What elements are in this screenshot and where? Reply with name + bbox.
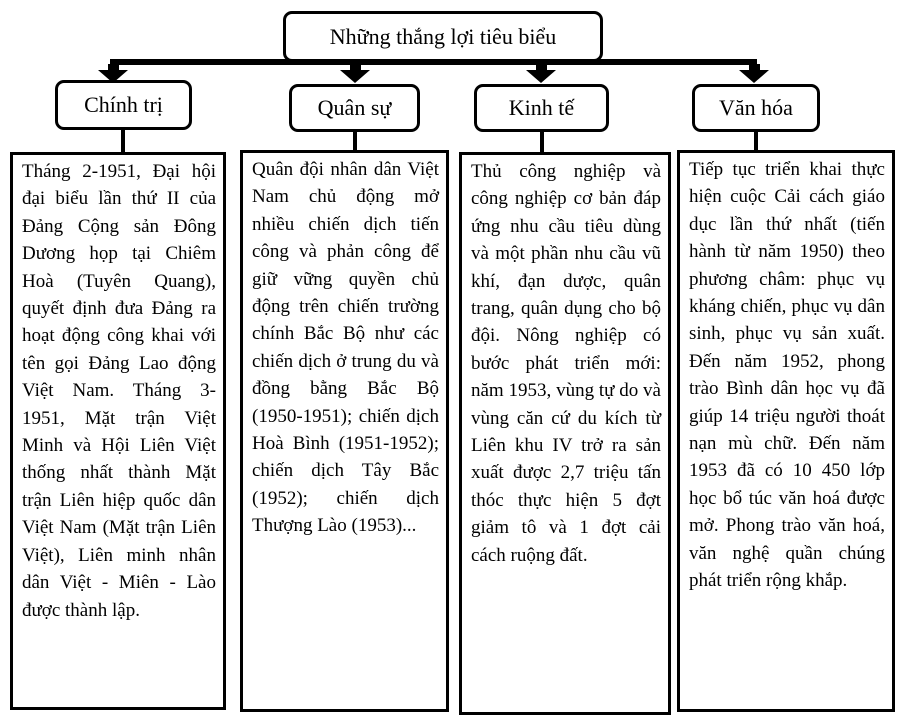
content-box-chinh-tri: Tháng 2-1951, Đại hội đại biểu lần thứ II của Đảng Cộng sản Đông Dương họp tại Chiêm Hoà (Tuyên Quang), quyết định đưa Đảng ra hoạt động công khai với tên gọi Đảng Lao động Việt Nam. Tháng 3-1951, Mặt trận Việt Minh và Hội Liên Việt thống nhất thành Mặt trận Liên hiệp quốc dân Việt Nam (Mặt trận Liên Việt), Liên minh nhân dân Việt - Miên - Lào được thành lập. [10, 152, 226, 710]
branch-label: Chính trị [84, 92, 163, 117]
branch-label: Văn hóa [719, 95, 793, 120]
title-box [283, 11, 603, 62]
branch-box-kinh-te [474, 84, 609, 132]
branch-label: Quân sự [317, 95, 392, 120]
down-arrow-icon [739, 70, 769, 83]
branch-label: Kinh tế [508, 95, 575, 120]
branch-box-van-hoa [692, 84, 820, 132]
content-box-van-hoa: Tiếp tục triển khai thực hiện cuộc Cải cách giáo dục lần thứ nhất (tiến hành từ năm 1950) theo phương châm: phục vụ kháng chiến, phục vụ dân sinh, phục vụ sản xuất. Đến năm 1952, phong trào Bình dân học vụ đã giúp 14 triệu người thoát nạn mù chữ. Đến năm 1953 đã có 10 450 lớp học bổ túc văn hoá được mở. Phong trào văn hoá, văn nghệ quần chúng phát triển rộng khắp. [677, 150, 895, 712]
branch-box-chinh-tri [55, 80, 192, 130]
content-box-quan-su: Quân đội nhân dân Việt Nam chủ động mở nhiều chiến dịch tiến công và phản công để giữ vững quyền chủ động trên chiến trường chính Bắc Bộ như các chiến dịch ở trung du và đồng bằng Bắc Bộ (1950-1951); chiến dịch Hoà Bình (1951-1952); chiến dịch Tây Bắc (1952); chiến dịch Thượng Lào (1953)... [240, 150, 449, 712]
connector-vertical-line [121, 129, 125, 153]
content-box-kinh-te: Thủ công nghiệp và công nghiệp cơ bản đáp ứng nhu cầu tiêu dùng và một phần nhu cầu vũ khí, đạn dược, quân trang, quân dụng cho bộ đội. Nông nghiệp có bước phát triển mới: năm 1953, vùng tự do và vùng căn cứ du kích từ Liên khu IV trở ra sản xuất được 2,7 triệu tấn thóc thực hiện 5 đợt giảm tô và 1 đợt cải cách ruộng đất. [459, 152, 671, 715]
down-arrow-icon [526, 70, 556, 83]
connector-vertical-line [353, 131, 357, 151]
connector-vertical-line [754, 131, 758, 151]
branch-box-quan-su [289, 84, 420, 132]
connector-vertical-line [540, 131, 544, 152]
down-arrow-icon [340, 70, 370, 83]
diagram-title: Những thắng lợi tiêu biểu [329, 23, 557, 49]
